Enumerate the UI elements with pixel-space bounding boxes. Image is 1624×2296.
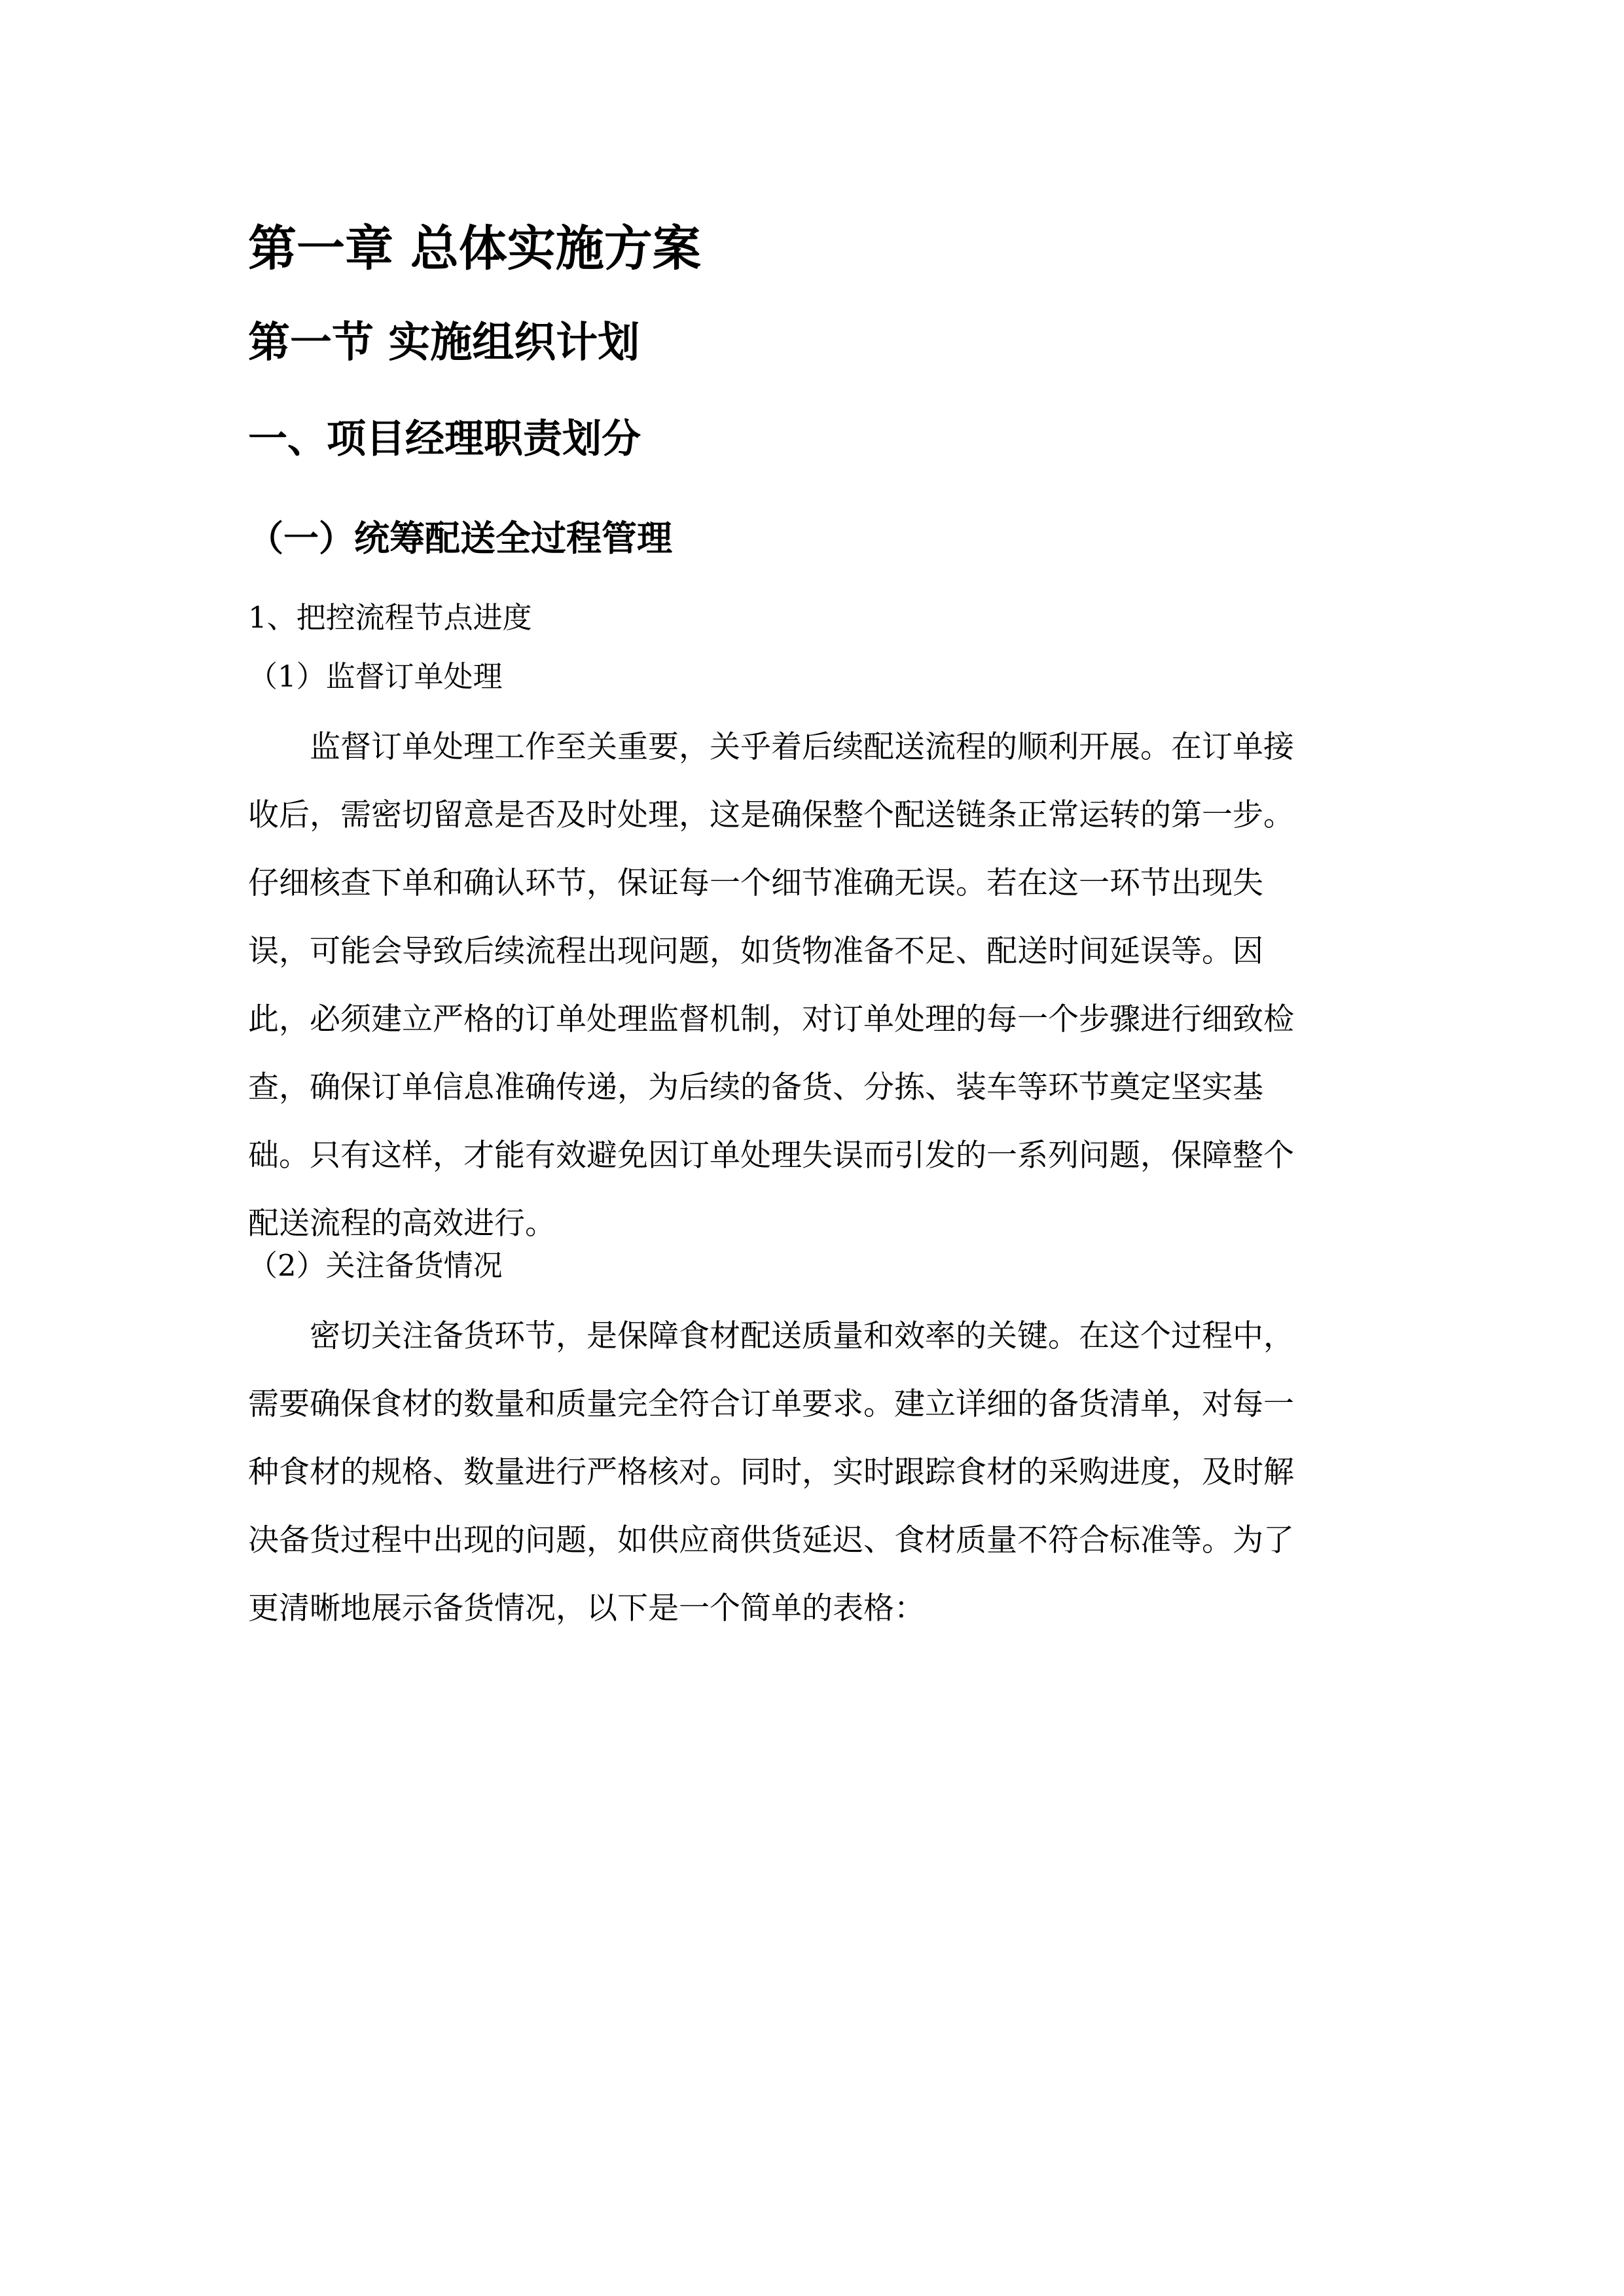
- paragraph-line: 需要确保食材的数量和质量完全符合订单要求。建立详细的备货清单，对每一: [248, 1386, 1294, 1422]
- point-2-paragraph: [248, 1302, 1294, 1643]
- subsection-title: 一、项目经理职责划分: [248, 416, 641, 462]
- chapter-title: 第一章 总体实施方案: [248, 221, 701, 277]
- paragraph-line: 误，可能会导致后续流程出现问题，如货物准备不足、配送时间延误等。因: [248, 933, 1263, 969]
- paragraph-line: 查，确保订单信息准确传递，为后续的备货、分拣、装车等环节奠定坚实基: [248, 1069, 1263, 1105]
- paragraph-line: 决备货过程中出现的问题，如供应商供货延迟、食材质量不符合标准等。为了: [248, 1522, 1294, 1558]
- point-1-title: （1）监督订单处理: [248, 659, 503, 694]
- paragraph-line: 收后，需密切留意是否及时处理，这是确保整个配送链条正常运转的第一步。: [248, 797, 1294, 833]
- section-title: 第一节 实施组织计划: [248, 319, 640, 367]
- item-title: 1、把控流程节点进度: [248, 600, 532, 635]
- point-2-title: （2）关注备货情况: [248, 1248, 503, 1283]
- paragraph-line: 监督订单处理工作至关重要，关乎着后续配送流程的顺利开展。在订单接: [310, 729, 1294, 765]
- paragraph-line: 配送流程的高效进行。: [248, 1206, 556, 1242]
- point-1-paragraph: [248, 713, 1294, 1258]
- paragraph-line: 更清晰地展示备货情况，以下是一个简单的表格：: [248, 1590, 925, 1626]
- paragraph-line: 种食材的规格、数量进行严格核对。同时，实时跟踪食材的采购进度，及时解: [248, 1454, 1294, 1490]
- paragraph-line: 密切关注备货环节，是保障食材配送质量和效率的关键。在这个过程中，: [310, 1318, 1294, 1354]
- paragraph-line: 此，必须建立严格的订单处理监督机制，对订单处理的每一个步骤进行细致检: [248, 1001, 1294, 1037]
- paragraph-line: 础。只有这样，才能有效避免因订单处理失误而引发的一系列问题，保障整个: [248, 1138, 1294, 1174]
- paragraph-line: 仔细核查下单和确认环节，保证每一个细节准确无误。若在这一环节出现失: [248, 865, 1263, 901]
- subsubsection-title: （一）统筹配送全过程管理: [248, 517, 672, 559]
